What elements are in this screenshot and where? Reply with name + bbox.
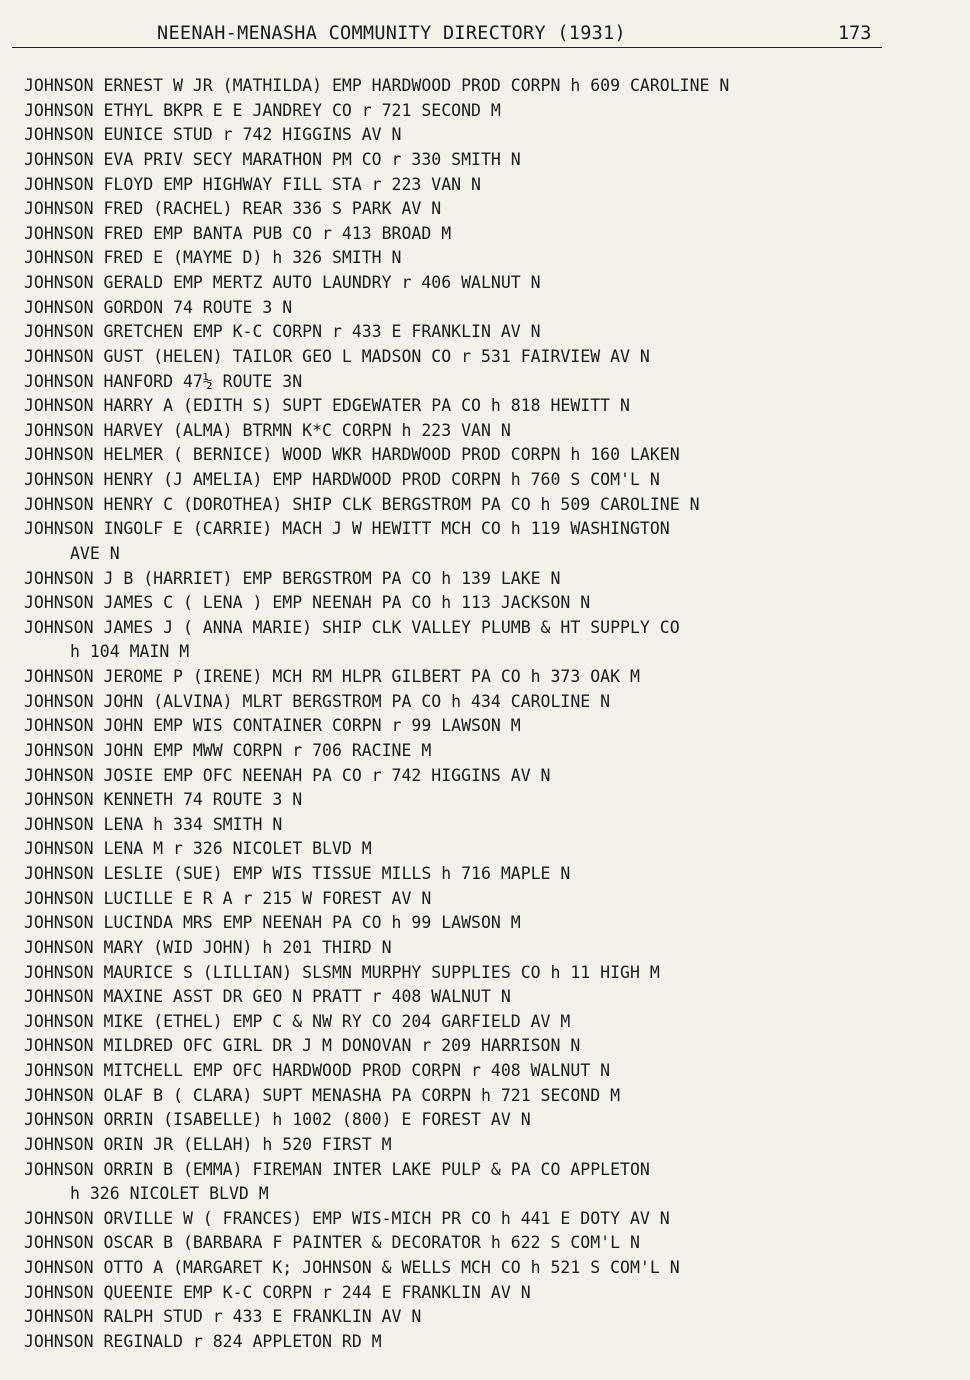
- directory-entry: JOHNSON MIKE (ETHEL) EMP C & NW RY CO 204 GARFIELD AV M: [24, 1011, 571, 1031]
- directory-entry: JOHNSON ORVILLE W ( FRANCES) EMP WIS-MICH PR CO h 441 E DOTY AV N: [24, 1208, 670, 1228]
- directory-entry: JOHNSON RALPH STUD r 433 E FRANKLIN AV N: [24, 1307, 422, 1327]
- page-header: [0, 20, 970, 56]
- directory-entry: JOHNSON HENRY (J AMELIA) EMP HARDWOOD PROD CORPN h 760 S COM'L N: [24, 470, 660, 489]
- directory-entry: JOHNSON MITCHELL EMP OFC HARDWOOD PROD CORPN r 408 WALNUT N: [24, 1061, 611, 1080]
- directory-entry: JOHNSON GORDON 74 ROUTE 3 N: [24, 297, 293, 317]
- directory-entry: JOHNSON MARY (WID JOHN) h 201 THIRD N: [24, 937, 392, 957]
- directory-entry: JOHNSON ERNEST W JR (MATHILDA) EMP HARDWOOD PROD CORPN h 609 CAROLINE N: [24, 76, 730, 95]
- directory-entry: JOHNSON J B (HARRIET) EMP BERGSTROM PA CO h 139 LAKE N: [24, 568, 561, 588]
- directory-entry: JOHNSON ORIN JR (ELLAH) h 520 FIRST M: [24, 1134, 392, 1154]
- page-number: 173: [838, 23, 872, 44]
- directory-entry-continuation: h 104 MAIN M: [70, 642, 190, 662]
- directory-entry: JOHNSON ETHYL BKPR E E JANDREY CO r 721 SECOND M: [24, 100, 501, 120]
- directory-entry: JOHNSON FRED EMP BANTA PUB CO r 413 BROAD M: [24, 223, 452, 243]
- directory-entry: JOHNSON HANFORD 47½ ROUTE 3N: [24, 371, 303, 391]
- directory-entry: JOHNSON MAXINE ASST DR GEO N PRATT r 408 WALNUT N: [24, 987, 511, 1007]
- directory-title: NEENAH-MENASHA COMMUNITY DIRECTORY (1931): [157, 23, 626, 44]
- directory-entry: JOHNSON GRETCHEN EMP K-C CORPN r 433 E FRANKLIN AV N: [24, 322, 541, 342]
- directory-entry: JOHNSON JOHN EMP MWW CORPN r 706 RACINE M: [24, 740, 432, 760]
- directory-entry: JOHNSON OSCAR B (BARBARA F PAINTER & DECORATOR h 622 S COM'L N: [24, 1233, 640, 1253]
- directory-entry: JOHNSON JAMES C ( LENA ) EMP NEENAH PA CO h 113 JACKSON N: [24, 593, 591, 613]
- directory-entry: JOHNSON FRED E (MAYME D) h 326 SMITH N: [24, 248, 402, 268]
- directory-entry: JOHNSON MILDRED OFC GIRL DR J M DONOVAN r 209 HARRISON N: [24, 1036, 581, 1056]
- directory-entry: JOHNSON HARRY A (EDITH S) SUPT EDGEWATER PA CO h 818 HEWITT N: [24, 396, 630, 416]
- directory-entry: JOHNSON OLAF B ( CLARA) SUPT MENASHA PA CORPN h 721 SECOND M: [24, 1085, 621, 1105]
- directory-entry: JOHNSON JAMES J ( ANNA MARIE) SHIP CLK VALLEY PLUMB & HT SUPPLY CO: [24, 617, 680, 637]
- directory-entry: JOHNSON ORRIN B (EMMA) FIREMAN INTER LAKE PULP & PA CO APPLETON: [24, 1159, 650, 1179]
- directory-entry-continuation: AVE N: [70, 543, 120, 563]
- directory-entry: JOHNSON MAURICE S (LILLIAN) SLSMN MURPHY SUPPLIES CO h 11 HIGH M: [24, 962, 660, 982]
- directory-entry: JOHNSON HELMER ( BERNICE) WOOD WKR HARDWOOD PROD CORPN h 160 LAKEN: [24, 445, 680, 465]
- directory-entry: JOHNSON HENRY C (DOROTHEA) SHIP CLK BERGSTROM PA CO h 509 CAROLINE N: [24, 494, 700, 514]
- directory-entry: JOHNSON JEROME P (IRENE) MCH RM HLPR GILBERT PA CO h 373 OAK M: [24, 667, 640, 686]
- directory-entry: JOHNSON INGOLF E (CARRIE) MACH J W HEWITT MCH CO h 119 WASHINGTON: [24, 519, 670, 539]
- directory-entry-continuation: h 326 NICOLET BLVD M: [70, 1184, 269, 1204]
- header-rule: [12, 47, 882, 48]
- directory-entry: JOHNSON EUNICE STUD r 742 HIGGINS AV N: [24, 125, 402, 145]
- directory-entry: JOHNSON GUST (HELEN) TAILOR GEO L MADSON CO r 531 FAIRVIEW AV N: [24, 346, 650, 366]
- directory-entry: JOHNSON ORRIN (ISABELLE) h 1002 (800) E FOREST AV N: [24, 1110, 531, 1130]
- directory-entry: JOHNSON LUCINDA MRS EMP NEENAH PA CO h 99 LAWSON M: [24, 913, 521, 933]
- directory-entry: JOHNSON REGINALD r 824 APPLETON RD M: [24, 1331, 382, 1351]
- directory-entry: JOHNSON OTTO A (MARGARET K; JOHNSON & WELLS MCH CO h 521 S COM'L N: [24, 1258, 680, 1277]
- directory-entry: JOHNSON LESLIE (SUE) EMP WIS TISSUE MILLS h 716 MAPLE N: [24, 864, 571, 883]
- directory-entry: JOHNSON LENA h 334 SMITH N: [24, 814, 283, 834]
- directory-entry: JOHNSON JOSIE EMP OFC NEENAH PA CO r 742 HIGGINS AV N: [24, 765, 551, 785]
- directory-entry: JOHNSON LUCILLE E R A r 215 W FOREST AV N: [24, 888, 432, 908]
- directory-entry: JOHNSON JOHN EMP WIS CONTAINER CORPN r 99 LAWSON M: [24, 716, 521, 736]
- directory-entries: [24, 74, 964, 1355]
- directory-entry: JOHNSON GERALD EMP MERTZ AUTO LAUNDRY r 406 WALNUT N: [24, 273, 541, 292]
- directory-entry: JOHNSON QUEENIE EMP K-C CORPN r 244 E FRANKLIN AV N: [24, 1282, 531, 1302]
- directory-entry: JOHNSON EVA PRIV SECY MARATHON PM CO r 330 SMITH N: [24, 149, 521, 169]
- directory-entry: JOHNSON JOHN (ALVINA) MLRT BERGSTROM PA CO h 434 CAROLINE N: [24, 691, 611, 711]
- directory-entry: JOHNSON LENA M r 326 NICOLET BLVD M: [24, 839, 372, 859]
- directory-entry: JOHNSON KENNETH 74 ROUTE 3 N: [24, 790, 303, 810]
- directory-entry: JOHNSON HARVEY (ALMA) BTRMN K*C CORPN h 223 VAN N: [24, 420, 511, 440]
- directory-entry: JOHNSON FRED (RACHEL) REAR 336 S PARK AV N: [24, 199, 442, 219]
- directory-entry: JOHNSON FLOYD EMP HIGHWAY FILL STA r 223 VAN N: [24, 174, 481, 194]
